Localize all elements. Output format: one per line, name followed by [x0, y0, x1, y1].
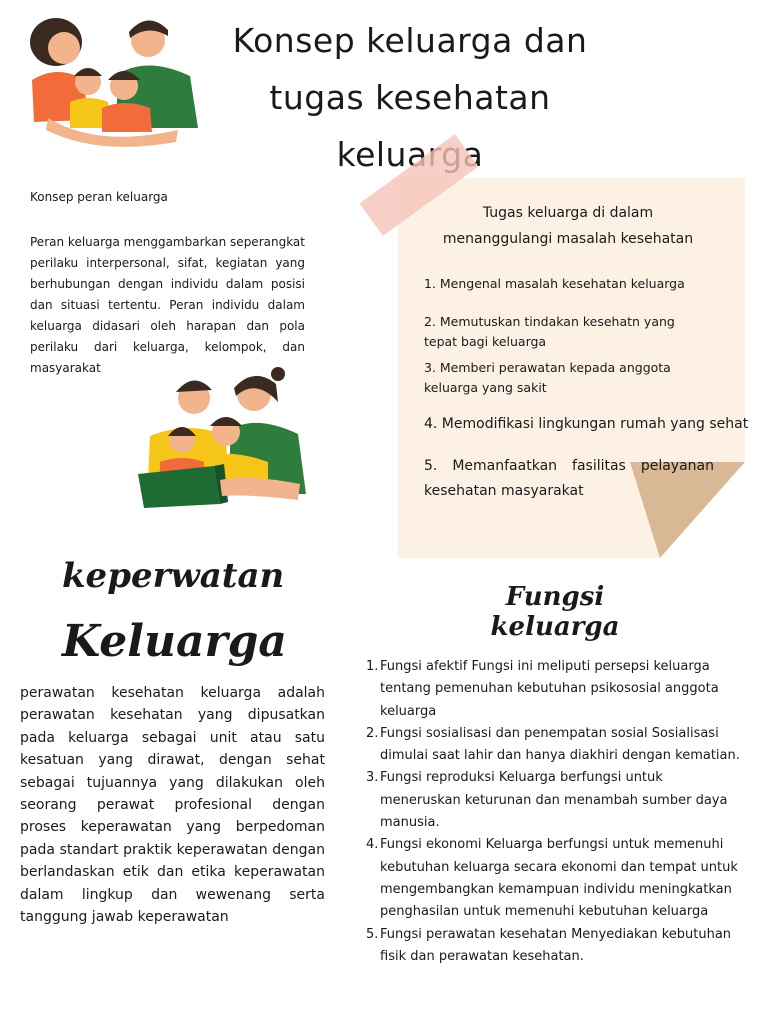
sticky-heading-line-1: Tugas keluarga di dalam [482, 205, 654, 221]
keperawatan-paragraph: perawatan kesehatan keluarga adalah perawatan kesehatan yang dipusatkan pada keluarga sebagai unit atau satu kesatuan yang dirawat, dengan sehat sebagai tujuannya yang dilakukan oleh seorang perawat profesional dengan proses keperawatan yang berpedoman pada standart praktik keperawatan dengan berlandaskan etik dan etika keperawatan dalam lingkup dan wewenang serta tanggung jawab keperawatan [20, 685, 325, 926]
keluarga-title: Keluarga [62, 616, 287, 667]
task-item-5: 5. Memanfaatkan fasilitas pelayanan kesehatan masyarakat [424, 458, 714, 499]
fungsi-title: Fungsi keluarga [490, 582, 620, 642]
task-item-1: 1. Mengenal masalah kesehatan keluarga [424, 276, 685, 291]
task-item-2: 2. Memutuskan tindakan kesehatn yang tepat bagi keluarga [424, 314, 675, 349]
sticky-heading [418, 200, 718, 252]
fungsi-item-3: 3. Fungsi reproduksi Keluarga berfungsi untuk meneruskan keturunan dan menambah sumber daya manusia. [366, 770, 728, 831]
family-reading-illustration [130, 362, 310, 512]
fungsi-item-4: 4. Fungsi ekonomi Keluarga berfungsi untuk memenuhi kebutuhan keluarga secara ekonomi dan tempat untuk mengembangkan kemampuan individu meningkatkan penghasilan untuk memenuhi kebutuhan keluarga [366, 837, 738, 920]
konsep-peran-paragraph: Peran keluarga menggambarkan seperangkat perilaku interpersonal, sifat, kegiatan yang berhubungan dengan individu dalam posisi dan situasi tertentu. Peran individu dalam keluarga didasari oleh harapan dan pola perilaku dari keluarga, kelompok, dan masyarakat [30, 235, 305, 375]
title-line-1: Konsep keluarga dan [232, 21, 588, 60]
sticky-heading-line-2: menanggulangi masalah kesehatan [442, 231, 694, 247]
title-line-2: tugas kesehatan [269, 78, 551, 117]
fungsi-item-1: 1. Fungsi afektif Fungsi ini meliputi persepsi keluarga tentang pemenuhan kebutuhan psikososial anggota keluarga [366, 659, 719, 719]
fungsi-item-5: 5. Fungsi perawatan kesehatan Menyediakan kebutuhan fisik dan perawatan kesehatan. [366, 926, 732, 964]
fungsi-item-2: 2. Fungsi sosialisasi dan penempatan sosial Sosialisasi dimulai saat lahir dan hanya diakhiri dengan kematian. [366, 725, 740, 764]
family-hug-illustration [18, 10, 208, 150]
page-title [215, 12, 605, 183]
fungsi-list [366, 656, 746, 968]
keperawatan-title: keperwatan [62, 556, 285, 596]
title-line-3: keluarga [336, 135, 484, 174]
konsep-peran-heading: Konsep peran keluarga [30, 190, 168, 204]
task-item-3: 3. Memberi perawatan kepada anggota keluarga yang sakit [424, 360, 671, 395]
task-item-4: 4. Memodifikasi lingkungan rumah yang sehat [424, 416, 749, 432]
